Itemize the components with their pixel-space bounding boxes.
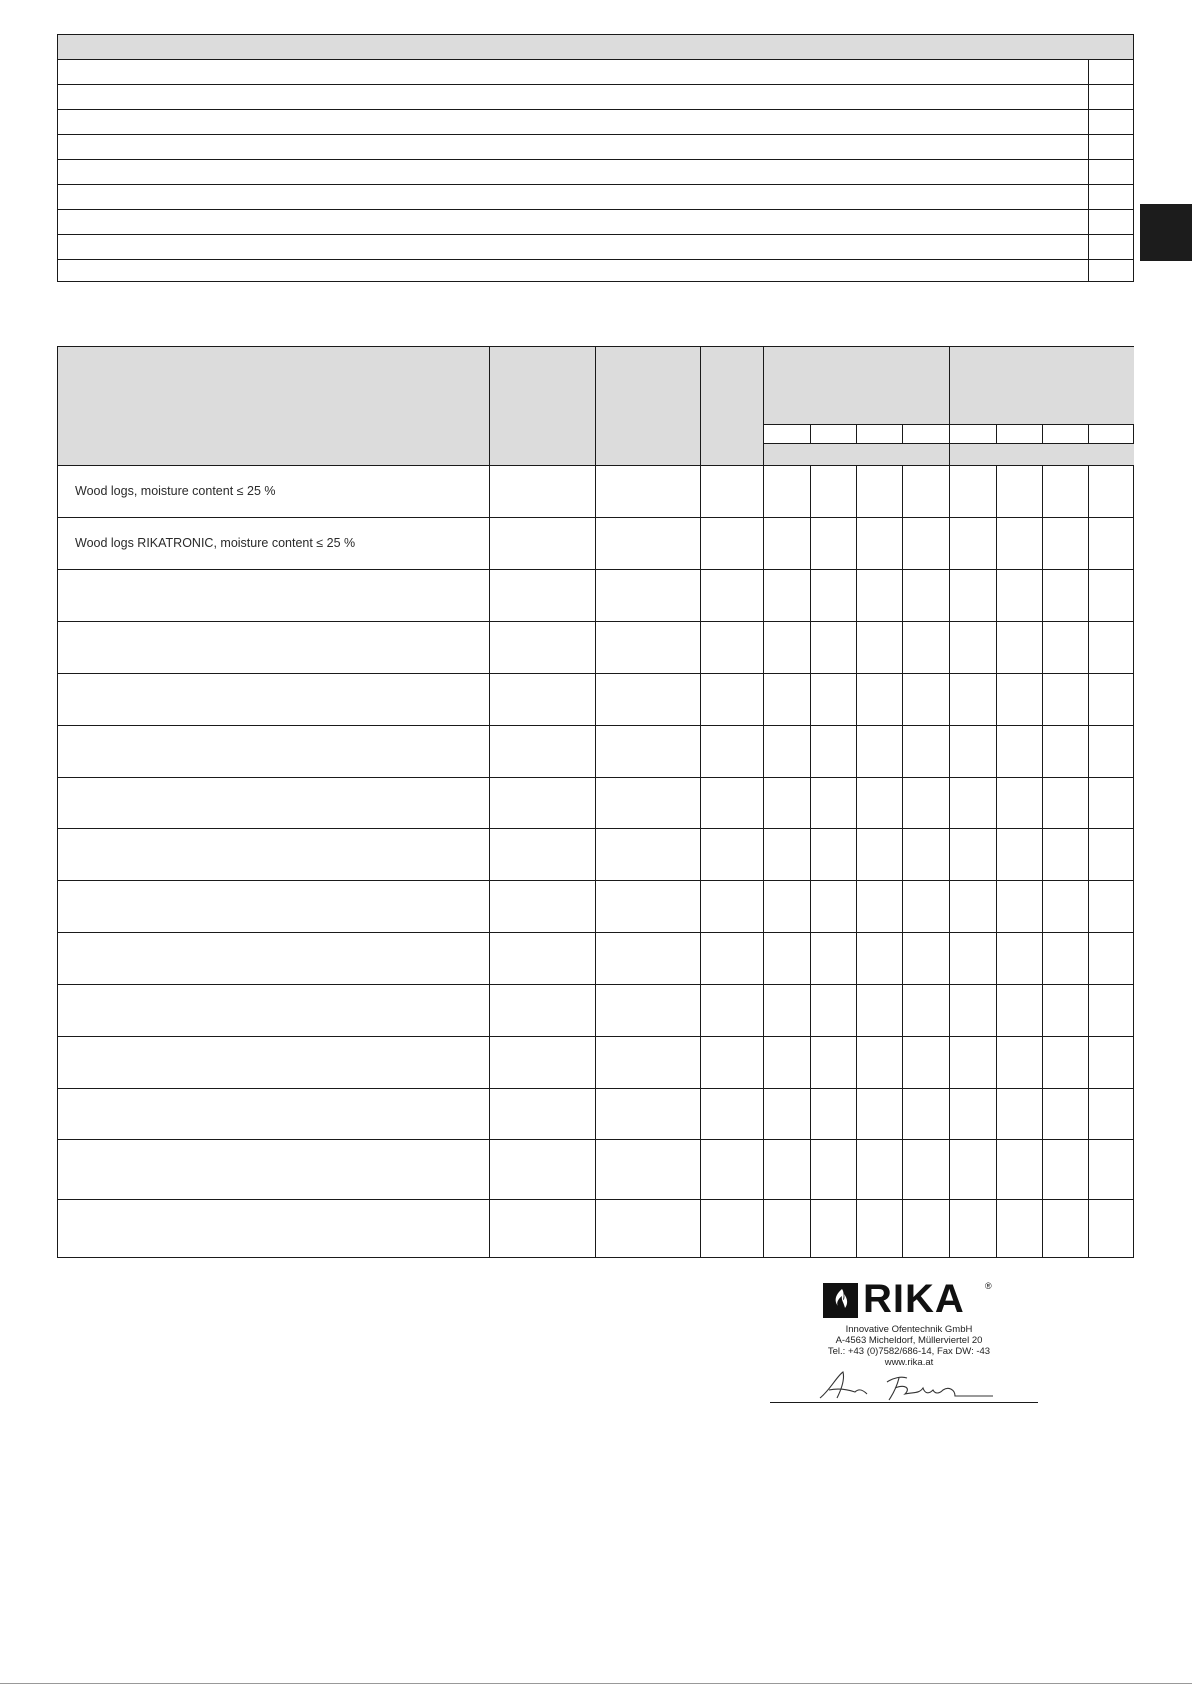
row-divider <box>58 621 1134 622</box>
section-tab-marker <box>1140 204 1192 261</box>
subcolumn-divider <box>1042 425 1043 444</box>
row-divider <box>763 443 1134 444</box>
fuel-table-header-shade <box>58 347 763 466</box>
row-divider <box>58 517 1134 518</box>
row-divider <box>58 1036 1134 1037</box>
fuel-label-wood-logs-rikatronic: Wood logs RIKATRONIC, moisture content ≤ 25 % <box>75 536 356 550</box>
row-divider <box>58 1199 1134 1200</box>
row-divider <box>58 984 1134 985</box>
subcolumn-divider <box>810 425 811 444</box>
brand-wordmark: RIKA <box>863 1277 965 1321</box>
row-divider <box>58 673 1134 674</box>
row-divider <box>763 424 1134 425</box>
flame-logo-icon <box>823 1283 858 1318</box>
row-divider <box>58 828 1134 829</box>
registered-mark: ® <box>985 1281 992 1291</box>
row-divider <box>58 569 1134 570</box>
column-divider <box>700 347 701 1258</box>
summary-row <box>58 260 1133 282</box>
company-phone: Tel.: +43 (0)7582/686-14, Fax DW: -43 <box>827 1346 991 1357</box>
column-divider <box>595 347 596 1258</box>
summary-table-header <box>58 35 1133 60</box>
summary-value-cell <box>1088 85 1133 109</box>
summary-table <box>57 34 1134 282</box>
subcolumn-divider <box>996 425 997 444</box>
fuel-table <box>57 346 1134 1258</box>
signature <box>815 1368 995 1402</box>
row-divider <box>58 1088 1134 1089</box>
summary-value-cell <box>1088 210 1133 234</box>
summary-value-cell <box>1088 235 1133 259</box>
column-divider <box>489 347 490 1258</box>
summary-value-cell <box>1088 60 1133 84</box>
fuel-label-wood-logs: Wood logs, moisture content ≤ 25 % <box>75 484 276 498</box>
summary-value-cell <box>1088 260 1133 282</box>
company-address: A-4563 Micheldorf, Müllerviertel 20 <box>835 1335 983 1346</box>
subcolumn-divider <box>902 425 903 444</box>
company-name: Innovative Ofentechnik GmbH <box>845 1324 973 1335</box>
row-divider <box>58 932 1134 933</box>
row-divider <box>58 725 1134 726</box>
rika-logo <box>823 1277 993 1321</box>
summary-row <box>58 210 1133 235</box>
summary-row <box>58 160 1133 185</box>
column-divider <box>763 347 764 1258</box>
summary-value-cell <box>1088 185 1133 209</box>
summary-row <box>58 60 1133 85</box>
summary-value-cell <box>1088 135 1133 159</box>
footer-divider <box>0 1683 1192 1684</box>
summary-row <box>58 235 1133 260</box>
subcolumn-divider <box>856 425 857 444</box>
summary-row <box>58 85 1133 110</box>
summary-row <box>58 110 1133 135</box>
signature-line <box>770 1402 1038 1403</box>
row-divider <box>58 777 1134 778</box>
company-website: www.rika.at <box>884 1357 934 1368</box>
row-divider <box>58 465 1134 466</box>
summary-row <box>58 185 1133 210</box>
subcolumn-divider <box>1088 425 1089 444</box>
row-divider <box>58 880 1134 881</box>
summary-value-cell <box>1088 110 1133 134</box>
row-divider <box>58 1139 1134 1140</box>
column-divider <box>949 347 950 1258</box>
summary-row <box>58 135 1133 160</box>
summary-value-cell <box>1088 160 1133 184</box>
